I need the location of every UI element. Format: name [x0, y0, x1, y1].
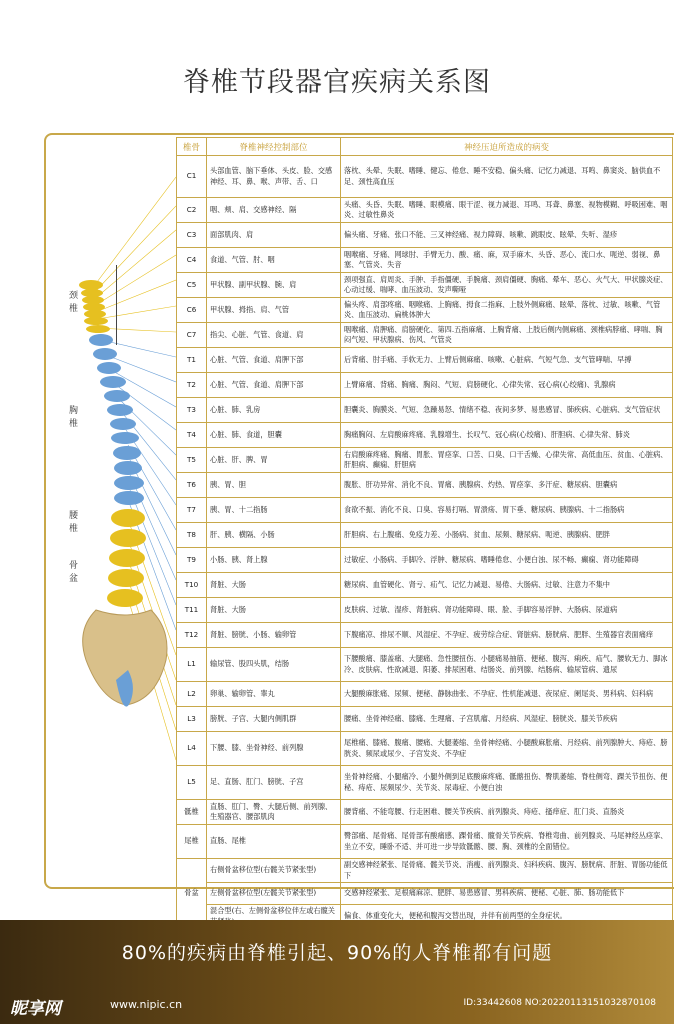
- table-row: [177, 198, 673, 223]
- vertebra-cell: L5: [177, 766, 207, 800]
- vertebra-cell: C2: [177, 198, 207, 223]
- organs-cell: 直肠、肛门、臀、大腿后侧、前列腺、生殖器官、腰部肌肉: [207, 800, 341, 825]
- thoracic-vertebrae: [89, 334, 144, 505]
- sacral-label: 骨盆: [67, 560, 77, 586]
- table-row: [177, 648, 673, 682]
- diseases-cell: 腰背痛、不能弯腰、行走困难、腰关节疾病、前列腺炎、痔疮、搔痒症、肛门炎、直肠炎: [341, 800, 673, 825]
- organs-cell: 头部血管、脑下垂体、头皮、脸、交感神经、耳、鼻、喉、声带、舌、口: [207, 156, 341, 198]
- table-row: [177, 573, 673, 598]
- vertebra-cell: T4: [177, 423, 207, 448]
- watermark-url: www.nipic.cn: [110, 998, 183, 1011]
- table-body: [177, 156, 673, 929]
- organs-cell: 食道、气管、肘、咽: [207, 248, 341, 273]
- vertebra-cell: T6: [177, 473, 207, 498]
- diseases-cell: 食欲不振、消化不良、口臭、容易打嗝、胃溃疡、胃下垂、糖尿病、胰腺病、十二指肠病: [341, 498, 673, 523]
- diseases-cell: 坐骨神经痛、小腿痛冷、小腿外侧到足底酸麻疼痛、骶髂扭伤、臀肌萎缩、脊柱侧弯、踝关节扭伤、便秘、痔疮、尿频尿少、关节炎、尿毒症、小便白浊: [341, 766, 673, 800]
- organs-cell: 胰、胃、十二指肠: [207, 498, 341, 523]
- lumbar-label: 腰椎: [67, 510, 77, 536]
- table-row: [177, 473, 673, 498]
- diseases-cell: 后背痛、肘手痛、手软无力、上臂后侧麻痛、咳嗽、心脏病、气短气急、支气管哮喘、早搏: [341, 348, 673, 373]
- header-vertebra: 椎骨: [177, 138, 207, 156]
- vertebra-cell: C5: [177, 273, 207, 298]
- organs-cell: 小肠、胰、肾上腺: [207, 548, 341, 573]
- cervical-label: 颈椎: [67, 290, 77, 316]
- diseases-cell: 腹胀、肝功异常、消化不良、胃痛、胰腺病、灼热、胃痉挛、多汗症、糖尿病、胆囊病: [341, 473, 673, 498]
- organs-cell: 心脏、气管、食道、肩胛下部: [207, 348, 341, 373]
- organs-cell: 咽、颊、肩、交感神经、隔: [207, 198, 341, 223]
- table-row: [177, 248, 673, 273]
- table-row: [177, 682, 673, 707]
- table-row: [177, 448, 673, 473]
- vertebra-cell: 尾椎: [177, 825, 207, 859]
- table-row: [177, 273, 673, 298]
- vertebra-cell: T5: [177, 448, 207, 473]
- diseases-cell: 咽喉痛、牙痛、网球肘、手臂无力、酸、痛、麻，双手麻木、头昏、恶心、流口水、呃逆、弱视、鼻塞、气管炎、失音: [341, 248, 673, 273]
- organs-cell: 右侧骨盆移位型(右髋关节紧张型): [207, 859, 341, 883]
- disease-table: [176, 137, 673, 929]
- diseases-cell: 下腰酸痛、膝盖痛、大腿痛、急性腰扭伤、小腿痛易抽筋、便秘、腹泻、痢疾、疝气、腰软无力、脚冰冷、皮肤病、性欲减退、阳萎、排尿困难、结肠炎、前列腺、结肠病、输尿管病、遗尿: [341, 648, 673, 682]
- table-row: [177, 707, 673, 732]
- organs-cell: 直肠、尾椎: [207, 825, 341, 859]
- vertebra-cell: C4: [177, 248, 207, 273]
- vertebra-cell: T9: [177, 548, 207, 573]
- vertebra-cell: L1: [177, 648, 207, 682]
- diseases-cell: 咽喉痛、肩胛痛、肩膀硬化、第四.五指麻痛、上胸背痛、上肢后侧内侧麻痛、颈椎病脖痛、哮喘、胸闷气短、甲状腺病、伤风、气管炎: [341, 323, 673, 348]
- table-row: [177, 423, 673, 448]
- table-row: [177, 859, 673, 883]
- vertebra-cell: C3: [177, 223, 207, 248]
- organs-cell: 甲状腺、副甲状腺、腕、肩: [207, 273, 341, 298]
- organs-cell: 足、直肠、肛门、膀胱、子宫: [207, 766, 341, 800]
- vertebra-cell: 骶椎: [177, 800, 207, 825]
- diseases-cell: 颈项强直、肩周炎、手肿、手指僵硬、手腕痛、颈肩僵硬、胸痛、晕车、恶心、火气大、甲状腺炎症、心动过缓、喘哮、血压波动、发声嘶哑: [341, 273, 673, 298]
- vertebra-cell: L2: [177, 682, 207, 707]
- organs-cell: 甲状腺、拇指、肩、气管: [207, 298, 341, 323]
- table-row: [177, 766, 673, 800]
- cervical-bracket: [116, 265, 117, 345]
- table-row: [177, 298, 673, 323]
- thoracic-label: 胸椎: [67, 405, 77, 431]
- diseases-cell: 上臂麻痛、背痛、胸痛、胸闷、气短、肩膀硬化、心律失常、冠心病(心绞痛)、乳腺病: [341, 373, 673, 398]
- diseases-cell: 偏头痛、牙痛、张口不能、三叉神经痛、视力障碍、咳嗽、跳眼皮、眩晕、失听、湿疹: [341, 223, 673, 248]
- organs-cell: 肾脏、大肠: [207, 598, 341, 623]
- vertebra-cell: T3: [177, 398, 207, 423]
- vertebra-cell: 骨盆: [177, 859, 207, 929]
- organs-cell: 输尿管、股四头肌，结肠: [207, 648, 341, 682]
- cervical-vertebrae: [79, 280, 110, 333]
- header-diseases: 神经压迫所造成的病变: [341, 138, 673, 156]
- table-row: [177, 548, 673, 573]
- diseases-cell: 偏食、体重变化大，便秘和腹泻交替出现，并伴有前两型的全身症状。: [341, 905, 673, 929]
- diseases-cell: 胸痛胸闷、左肩酸麻疼痛、乳腺增生、长叹气、冠心病(心绞痛)、肝胆病、心律失常、肺炎: [341, 423, 673, 448]
- vertebra-cell: T11: [177, 598, 207, 623]
- table-row: [177, 498, 673, 523]
- lumbar-vertebrae: [107, 509, 146, 607]
- vertebra-cell: T7: [177, 498, 207, 523]
- organs-cell: 肾脏、膀胱、小肠、输卵管: [207, 623, 341, 648]
- organs-cell: 面部肌肉、肩: [207, 223, 341, 248]
- diseases-cell: 大腿酸麻胀痛、尿频、便秘、静脉曲张、不孕症、性机能减退、夜尿症、阑尾炎、男科病、妇科病: [341, 682, 673, 707]
- table-row: [177, 825, 673, 859]
- organs-cell: 肾脏、大肠: [207, 573, 341, 598]
- page-title: 脊椎节段器官疾病关系图: [183, 67, 491, 98]
- vertebra-cell: T8: [177, 523, 207, 548]
- vertebra-cell: L4: [177, 732, 207, 766]
- diseases-cell: 皮肤病、过敏、湿疹、肾脏病、肾功能障碍、眼、脸、手脚容易浮肿、大肠病、尿道病: [341, 598, 673, 623]
- table-row: [177, 800, 673, 825]
- slogan: 80%的疾病由脊椎引起、90%的人脊椎都有问题: [121, 942, 553, 964]
- diseases-cell: 胆囊炎、胸膜炎、气短、急躁易怒、情绪不稳、夜间多梦、易患感冒、肺疾病、心脏病、支气管症状: [341, 398, 673, 423]
- table-row: [177, 883, 673, 905]
- table-row: [177, 223, 673, 248]
- table-row: [177, 323, 673, 348]
- table-row: [177, 373, 673, 398]
- organs-cell: 肝、胰、横隔、小肠: [207, 523, 341, 548]
- organs-cell: 混合型(右、左侧骨盆移位伴左或右髋关: [207, 905, 341, 929]
- table-row: [177, 398, 673, 423]
- vertebra-cell: T2: [177, 373, 207, 398]
- diseases-cell: 尾椎痛、膝痛、腹痛、腰痛、大腿萎缩、坐骨神经痛、小腿酸麻胀痛、月经病、前列腺肿大、痔疮、膀胱炎、频尿或尿少、子宫发炎、不孕症: [341, 732, 673, 766]
- header-organs: 脊椎神经控制部位: [207, 138, 341, 156]
- vertebra-cell: C1: [177, 156, 207, 198]
- footer-band: [0, 920, 674, 1024]
- table-row: [177, 523, 673, 548]
- diseases-cell: 臀部痛、尾骨痛、尾骨部有酸痛感、踝骨痛、髋骨关节疾病、脊椎弯曲、前列腺炎、马尾神经丛痉挛、坐立不安，睡卧不适、并可进一步导致骶髂、腰、胸、颈椎的全面错位。: [341, 825, 673, 859]
- organs-cell: 下腰、膝、坐骨神经、前列腺: [207, 732, 341, 766]
- diseases-cell: 偏头疼、肩部疼痛、咽喉痛、上胸痛、拇食二指麻、上肢外侧麻痛、眩晕、落枕、过敏、咳嗽、气管炎、血压波动、扁桃体肿大: [341, 298, 673, 323]
- vertebra-cell: C7: [177, 323, 207, 348]
- organs-cell: 膀胱、子宫、大腿内侧肌群: [207, 707, 341, 732]
- diseases-cell: 肝胆病、右上腹痛、免疫力差、小肠病、贫血、尿频、糖尿病、呃逆、胰腺病、肥胖: [341, 523, 673, 548]
- organs-cell: 心脏、气管、食道、肩胛下部: [207, 373, 341, 398]
- vertebra-cell: L3: [177, 707, 207, 732]
- vertebra-cell: T10: [177, 573, 207, 598]
- vertebra-cell: T12: [177, 623, 207, 648]
- vertebra-cell: T1: [177, 348, 207, 373]
- watermark-logo: 昵享网: [10, 999, 61, 1019]
- organs-cell: 卵巢、输卵管、睾丸: [207, 682, 341, 707]
- diseases-cell: 交感神经紧张、足根痛麻凉、肥胖、易患感冒、男科疾病、便秘、心脏、肺、肠功能低下: [341, 883, 673, 905]
- diseases-cell: 过敏症、小肠病、手脚冷、浮肿、糖尿病、嗜睡倦怠、小便白浊、尿不畅、癫痫、肾功能障碍: [341, 548, 673, 573]
- table-row: [177, 623, 673, 648]
- organs-cell: 胰、胃、胆: [207, 473, 341, 498]
- table-row: [177, 156, 673, 198]
- disease-table-wrap: [176, 137, 672, 929]
- watermark-id: ID:33442608 NO:20220113151032870108: [463, 998, 656, 1008]
- table-row: [177, 348, 673, 373]
- organs-cell: 左侧骨盆移位型(左髋关节紧张型): [207, 883, 341, 905]
- spine-illustration: [46, 140, 176, 880]
- organs-cell: 指尖、心脏、气管、食道、肩: [207, 323, 341, 348]
- organs-cell: 心脏、肺、食道，胆囊: [207, 423, 341, 448]
- vertebra-cell: C6: [177, 298, 207, 323]
- organs-cell: 心脏、肺、乳房: [207, 398, 341, 423]
- diseases-cell: 下腹痛凉、排尿不顺、风湿症、不孕症、疲劳综合症、肾脏病、膀胱病、肥胖、生殖器官表面痛痒: [341, 623, 673, 648]
- diseases-cell: 腰痛、坐骨神经痛、膝痛、生理痛、子宫肌瘤、月经病、风湿症、膀胱炎、膝关节疾病: [341, 707, 673, 732]
- organs-cell: 心脏、肝、脾、胃: [207, 448, 341, 473]
- diseases-cell: 副交感神经紧张、尾骨痛、髋关节炎、消瘦、前列腺炎、妇科疾病、腹泻、膀胱病、肝脏、胃肠功能低下: [341, 859, 673, 883]
- table-row: [177, 598, 673, 623]
- table-row: [177, 732, 673, 766]
- diseases-cell: 头痛、头昏、失眠、嗜睡、眼模痛、眼干涩、视力减退、耳鸣、耳聋、鼻塞、视物模糊、呼吸困难、咽炎、过敏性鼻炎: [341, 198, 673, 223]
- diseases-cell: 落枕、头晕、失眠、嗜睡、健忘、倦怠、睡不安稳、偏头痛、记忆力减退、耳鸣、鼻窦炎、脑供血不足、颈性高血压: [341, 156, 673, 198]
- diseases-cell: 糖尿病、血管硬化、肾亏、疝气、记忆力减退、易倦、大肠病、过敏、注意力不集中: [341, 573, 673, 598]
- table-header-row: [177, 138, 673, 156]
- diseases-cell: 右肩酸麻疼痛、胸痛、胃胀、胃痉挛、口苦、口臭、口干舌燥、心律失常、高低血压、贫血、心脏病、肝胆病、癫痫、肝胆病: [341, 448, 673, 473]
